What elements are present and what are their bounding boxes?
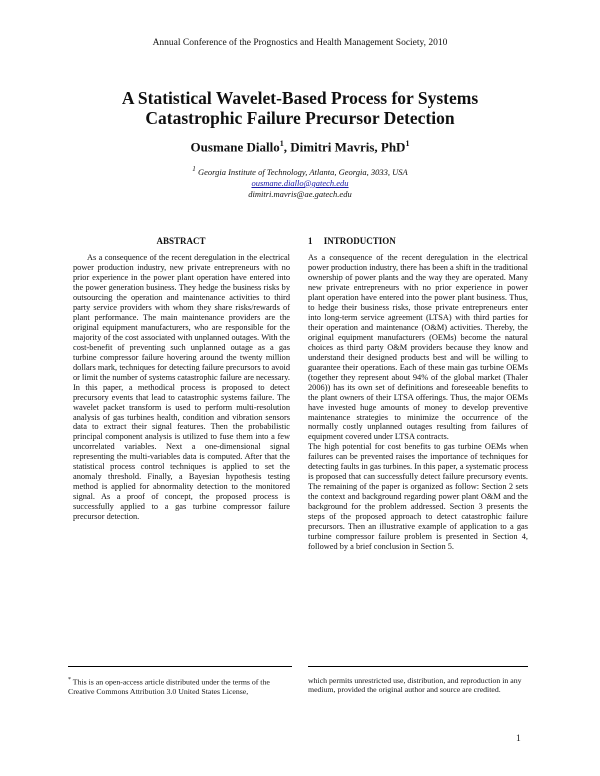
introduction-heading-number: 1: [308, 236, 313, 246]
footnote-rule-left: [68, 666, 292, 667]
footnote-rule-right: [308, 666, 528, 667]
author-2-email: dimitri.mavris@ae.gatech.edu: [248, 188, 352, 199]
affiliation-block: [0, 164, 600, 200]
affiliation-line: [0, 164, 600, 178]
affiliation-marker: 1: [192, 165, 196, 173]
abstract-body: As a consequence of the recent deregulation in the electrical power production industry, new private entrepreneurs with no prior experience in the power plant operation have entered into the power generation business. They hedge the business risks by outsourcing the operation and maintenance activities to third party service providers with whom they share risks/rewards of plant performance. The main maintenance providers are the original equipment manufacturers, who are responsible for the majority of the cost associated with unplanned outages. With the cost-benefit of preventing such unplanned outage as a gas turbine compressor failure hovering around the twenty million dollars mark, techniques for detecting failure precursors to avoid or limit the number of systems catastrophic failure are necessary. In this paper, a methodical process is proposed to detect precursory events that lead to catastrophic systems failure. The wavelet packet transform is used to perform multi-resolution analysis of gas turbines health, condition and vibration sensors data to extract their signal features. Then the probabilistic principal component analysis is utilized to fuse them into a few uncorrelated variables. Next a one-dimensional signal representing the multi-variables data is computed. After that the statistical process control techniques is applied to set the anomaly threshold. Finally, a Bayesian hypothesis testing method is applied for abnormality detection to the monitored signal. As a proof of concept, the proposed process is successfully applied to a gas turbine compressor failure precursor detection.: [73, 253, 290, 522]
title-line-2: Catastrophic Failure Precursor Detection: [145, 108, 455, 128]
footnote-marker: *: [68, 677, 71, 683]
author-1: Ousmane Diallo: [190, 139, 280, 155]
footnote-left: [68, 676, 294, 696]
abstract-column: [73, 253, 290, 522]
title-line-1: A Statistical Wavelet-Based Process for Systems: [121, 88, 479, 108]
introduction-column: [308, 253, 528, 552]
author-list: [0, 139, 600, 155]
page-number: 1: [516, 734, 521, 744]
author-1-email-link[interactable]: ousmane.diallo@gatech.edu: [251, 177, 349, 188]
author-2-affil-marker: 1: [405, 139, 410, 148]
running-head: Annual Conference of the Prognostics and Health Management Society, 2010: [152, 38, 448, 48]
introduction-paragraph-1: As a consequence of the recent deregulation in the electrical power production industry, there has been a shift in the traditional ownership of power plants and the way they are operated. Many new private entrepreneurs with no prior experience in power plant operation have entered into the power plant business. Thus, to hedge their business risks, those private entrepreneurs enter into long-term service agreement (LTSA) with third parties for their operation and maintenance (O&M) activities. Thereby, the original equipment manufacturers (OEMs) become the natural choices as third party O&M providers because they know and understand their designed products best and will be willing to guarantee their operations. Each of these main gas turbine OEMs (together they represent about 94% of the global market (Thaler 2006)) has its own set of definitions and foreseeable benefits to the plant owners of their LTSA offerings. Thus, the major OEMs have invested huge amounts of money to develop preventive maintenance strategies to minimize the occurrence of the normally costly unplanned outages resulting from failures of equipment covered under LTSA contracts.: [308, 253, 528, 442]
author-2: , Dimitri Mavris, PhD: [283, 139, 406, 155]
introduction-heading: [308, 236, 396, 246]
introduction-heading-text: INTRODUCTION: [323, 236, 396, 246]
footnote-left-text: This is an open-access article distributed under the terms of the Creative Commons Attribution 3.0 United States License,: [68, 677, 270, 696]
paper-title: [60, 88, 540, 128]
affiliation-text: Georgia Institute of Technology, Atlanta, Georgia, 3033, USA: [195, 166, 408, 177]
author-1-affil-marker: 1: [279, 139, 284, 148]
introduction-paragraph-2: The high potential for cost benefits to gas turbine OEMs when failures can be prevented raises the importance of techniques for detecting faults in gas turbines. In this paper, a systematic process is proposed that can successfully detect failure precursory events. The remaining of the paper is organized as follow: Section 2 sets the context and background regarding power plant O&M and the background for the problem addressed. Section 3 presents the steps of the proposed approach to detect catastrophic failure precursors. Then an illustrative example of application to a gas turbine compressor failure problem is presented in Section 4, followed by a brief conclusion in Section 5.: [308, 442, 528, 552]
footnote-right: which permits unrestricted use, distribution, and reproduction in any medium, provided the original author and source are credited.: [308, 676, 522, 695]
abstract-heading: ABSTRACT: [156, 236, 206, 246]
